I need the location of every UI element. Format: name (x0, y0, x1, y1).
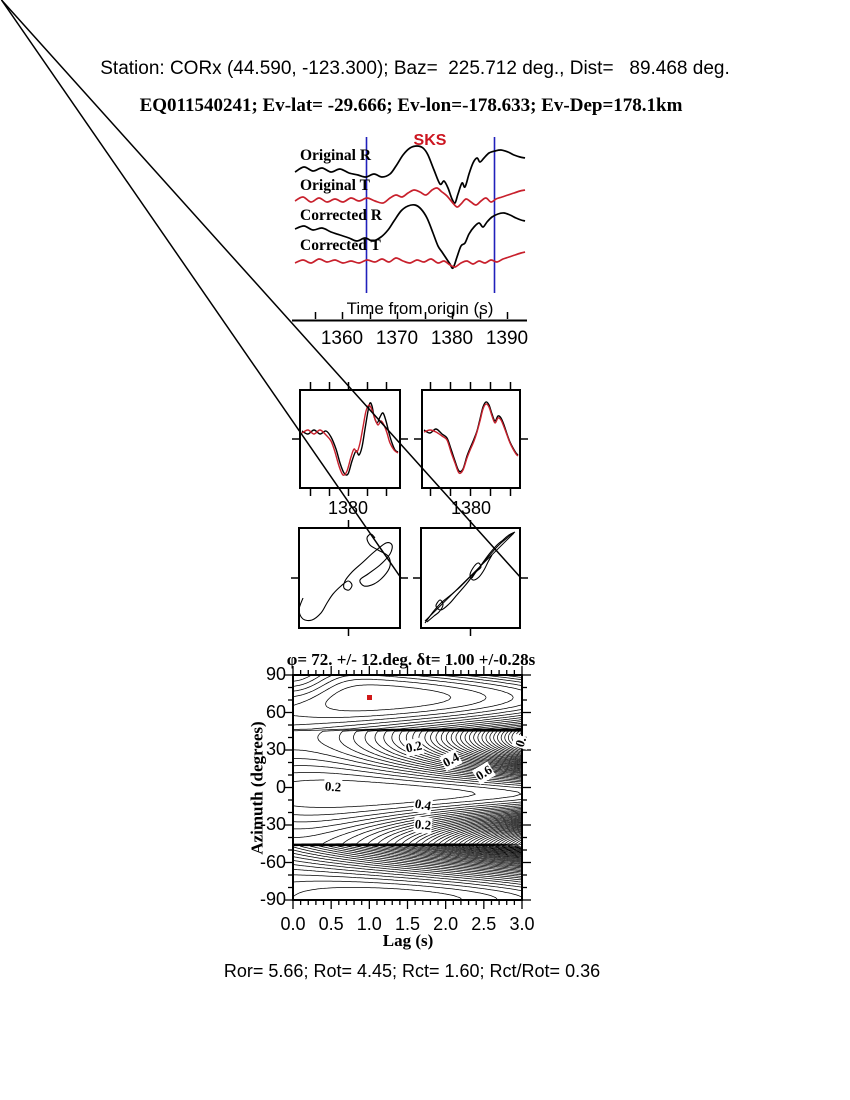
splitting-result-title: φ= 72. +/- 12.deg. δt= 1.00 +/-0.28s (286, 650, 536, 669)
contour-xtick-label: 2.5 (471, 914, 497, 934)
contour-xtick-label: 2.0 (433, 914, 459, 934)
event-header: EQ011540241; Ev-lat= -29.666; Ev-lon=-178.633; Ev-Dep=178.1km (139, 95, 683, 116)
time-tick-label: 1390 (485, 328, 529, 349)
contour-ytick-label: -60 (259, 851, 286, 872)
contour-xtick-label: 0.5 (318, 914, 344, 934)
panel-right-tick-label: 1380 (450, 498, 492, 518)
trace-label-original-t: Original T (300, 177, 370, 194)
contour-xtick-label: 3.0 (509, 914, 535, 934)
stats-line: Ror= 5.66; Rot= 4.45; Rct= 1.60; Rct/Rot= 0.36 (223, 961, 601, 981)
contour-ytick-label: 30 (265, 739, 286, 759)
contour-inline-label: 0.4 (440, 749, 462, 770)
contour-xtick-label: 1.5 (394, 914, 421, 934)
time-tick-label: 1370 (375, 328, 419, 349)
trace-label-corrected-r: Corrected R (300, 207, 382, 224)
contour-ytick-label: 0 (275, 776, 286, 797)
contour-inline-label: 0. (511, 734, 530, 749)
time-tick-label: 1380 (430, 328, 474, 349)
contour-xtick-label: 1.0 (356, 914, 382, 934)
contour-ytick-label: 90 (265, 664, 286, 684)
panel-left-tick-label: 1380 (327, 498, 369, 518)
contour-xtick-label: 0.0 (280, 914, 306, 934)
contour-ytick-label: 60 (265, 701, 286, 722)
contour-xlabel: Lag (s) (382, 931, 434, 950)
trace-label-corrected-t: Corrected T (300, 237, 381, 254)
contour-ylabel: Azimuth (degrees) (247, 721, 267, 855)
contour-ytick-label: -90 (259, 889, 286, 909)
contour-inline-label: 0.4 (413, 795, 433, 814)
contour-inline-label: 0.2 (324, 778, 342, 795)
contour-inline-label: 0.2 (404, 737, 424, 756)
phase-label-sks: SKS (413, 132, 447, 149)
station-header: Station: CORx (44.590, -123.300); Baz= 225.712 deg., Dist= 89.468 deg. (100, 58, 730, 79)
contour-ytick-label: -30 (259, 814, 286, 834)
time-tick-label: 1360 (320, 328, 364, 349)
contour-inline-label: 0.2 (414, 816, 432, 833)
best-fit-marker (367, 695, 372, 700)
trace-label-original-r: Original R (300, 147, 372, 164)
contour-inline-label: 0.6 (472, 761, 495, 784)
time-axis-label: Time from origin (s) (346, 299, 494, 318)
